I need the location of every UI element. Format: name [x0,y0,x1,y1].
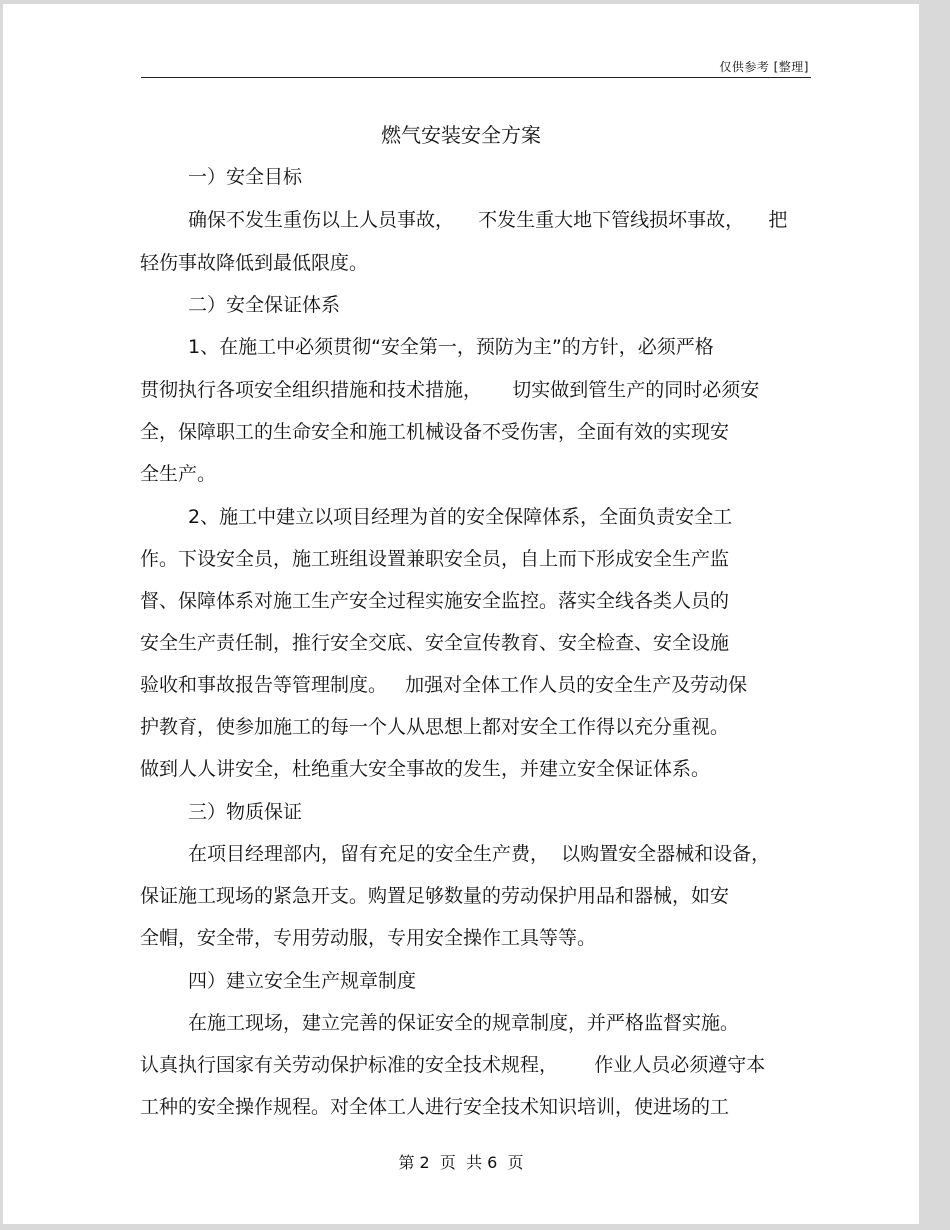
paragraph-line: 作。下设安全员，施工班组设置兼职安全员，自上而下形成安全生产监 [140,548,730,570]
section-heading-4: 四）建立安全生产规章制度 [188,970,417,992]
paragraph-line: 在项目经理部内，留有充足的安全生产费， 以购置安全器械和设备， [188,843,771,865]
paragraph-line: 全生产。 [140,463,217,485]
page-number-footer: 第 2 页 共 6 页 [398,1153,524,1172]
paragraph-line: 督、保障体系对施工生产安全过程实施安全监控。落实全线各类人员的 [140,590,730,612]
paragraph-line: 在施工现场，建立完善的保证安全的规章制度，并严格监督实施。 [188,1012,740,1034]
paragraph-line: 全，保障职工的生命安全和施工机械设备不受伤害，全面有效的实现安 [140,421,730,443]
paragraph-line: 贯彻执行各项安全组织措施和技术措施， 切实做到管生产的同时必须安 [140,379,760,401]
section-heading-3: 三）物质保证 [188,801,303,823]
paragraph-line: 工种的安全操作规程。对全体工人进行安全技术知识培训，使进场的工 [140,1096,730,1118]
section-heading-1: 一）安全目标 [188,166,303,188]
section-heading-2: 二）安全保证体系 [188,294,341,316]
paragraph-line: 护教育，使参加施工的每一个人从思想上都对安全工作得以充分重视。 [140,716,730,738]
paragraph-line: 轻伤事故降低到最低限度。 [140,252,369,274]
paragraph-line: 做到人人讲安全，杜绝重大安全事故的发生，并建立安全保证体系。 [140,758,711,780]
paragraph-line: 确保不发生重伤以上人员事故， 不发生重大地下管线损坏事故， 把 [188,209,788,231]
document-page [3,4,919,1224]
paragraph-line: 全帽，安全带，专用劳动服，专用安全操作工具等等。 [140,927,597,949]
paragraph-line: 验收和事故报告等管理制度。 加强对全体工作人员的安全生产及劳动保 [140,674,748,696]
paragraph-line: 1、在施工中必须贯彻“安全第一，预防为主”的方针，必须严格 [188,336,714,358]
paragraph-line: 保证施工现场的紧急开支。购置足够数量的劳动保护用品和器械，如安 [140,885,730,907]
header-rule [141,77,811,78]
paragraph-line: 安全生产责任制，推行安全交底、安全宣传教育、安全检查、安全设施 [140,632,730,654]
paragraph-line: 认真执行国家有关劳动保护标准的安全技术规程， 作业人员必须遵守本 [140,1054,766,1076]
document-title: 燃气安装安全方案 [381,123,541,147]
paragraph-line: 2、施工中建立以项目经理为首的安全保障体系，全面负责安全工 [188,506,733,528]
header-note: 仅供参考 [整理] [719,60,809,74]
